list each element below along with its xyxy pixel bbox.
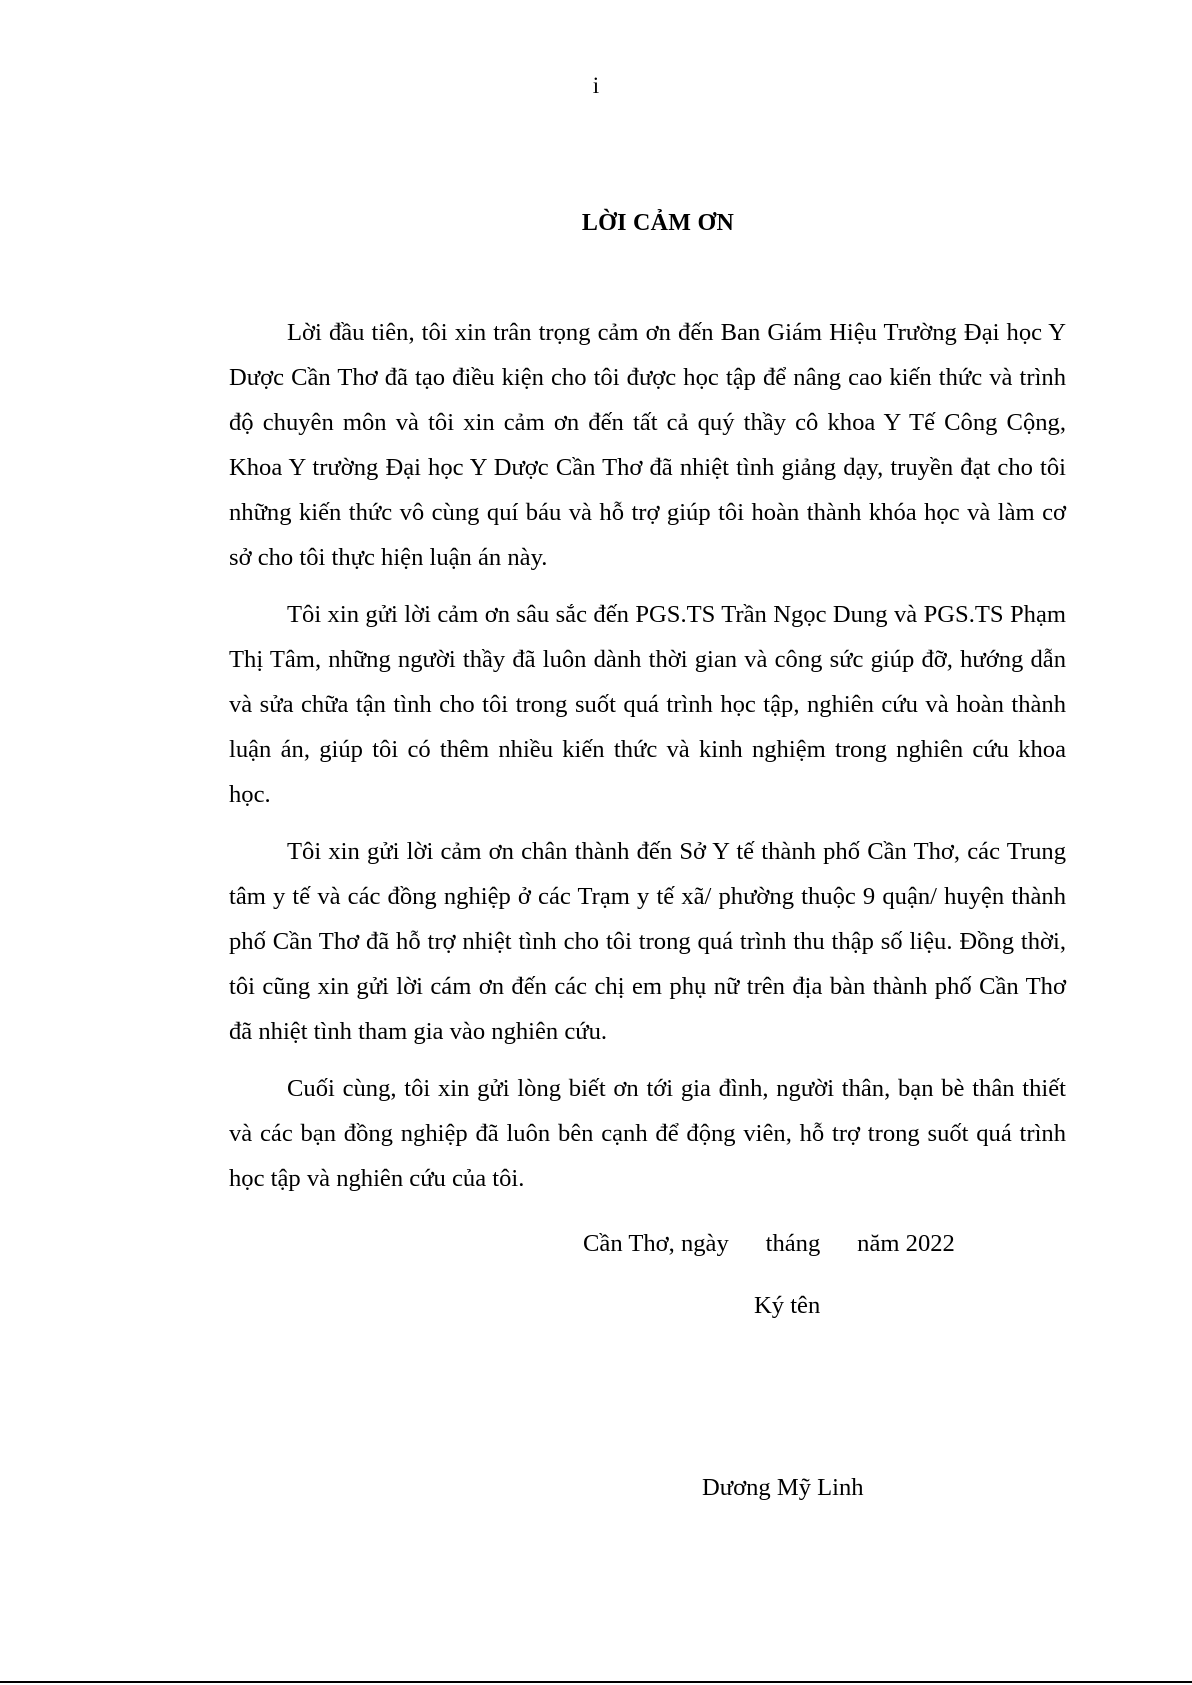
signer-name: Dương Mỹ Linh — [702, 1474, 864, 1501]
paragraph-1: Lời đầu tiên, tôi xin trân trọng cảm ơn đến Ban Giám Hiệu Trường Đại học Y Dược Cần Thơ đã tạo điều kiện cho tôi được học tập để nâng cao kiến thức và trình độ chuyên môn và tôi xin cảm ơn đến tất cả quý thầy cô khoa Y Tế Công Cộng, Khoa Y trường Đại học Y Dược Cần Thơ đã nhiệt tình giảng dạy, truyền đạt cho tôi những kiến thức vô cùng quí báu và hỗ trợ giúp tôi hoàn thành khóa học và làm cơ sở cho tôi thực hiện luận án này. — [229, 319, 1066, 571]
paragraph-2: Tôi xin gửi lời cảm ơn sâu sắc đến PGS.TS Trần Ngọc Dung và PGS.TS Phạm Thị Tâm, những người thầy đã luôn dành thời gian và công sức giúp đỡ, hướng dẫn và sửa chữa tận tình cho tôi trong suốt quá trình học tập, nghiên cứu và hoàn thành luận án, giúp tôi có thêm nhiều kiến thức và kinh nghiệm trong nghiên cứu khoa học. — [229, 601, 1066, 808]
page-number: i — [592, 73, 600, 98]
signature-label: Ký tên — [754, 1292, 821, 1319]
document-title: LỜI CẢM ƠN — [581, 210, 735, 236]
paragraph-4: Cuối cùng, tôi xin gửi lòng biết ơn tới gia đình, người thân, bạn bè thân thiết và các bạn đồng nghiệp đã luôn bên cạnh để động viên, hỗ trợ trong suốt quá trình học tập và nghiên cứu của tôi. — [229, 1075, 1066, 1192]
paragraph-3: Tôi xin gửi lời cảm ơn chân thành đến Sở Y tế thành phố Cần Thơ, các Trung tâm y tế và các đồng nghiệp ở các Trạm y tế xã/ phường thuộc 9 quận/ huyện thành phố Cần Thơ đã hỗ trợ nhiệt tình cho tôi trong quá trình thu thập số liệu. Đồng thời, tôi cũng xin gửi lời cám ơn đến các chị em phụ nữ trên địa bàn thành phố Cần Thơ đã nhiệt tình tham gia vào nghiên cứu. — [229, 838, 1066, 1045]
bottom-border-line — [0, 1681, 1192, 1683]
date-line: Cần Thơ, ngày tháng năm 2022 — [583, 1230, 955, 1257]
acknowledgement-body — [229, 310, 1066, 1201]
